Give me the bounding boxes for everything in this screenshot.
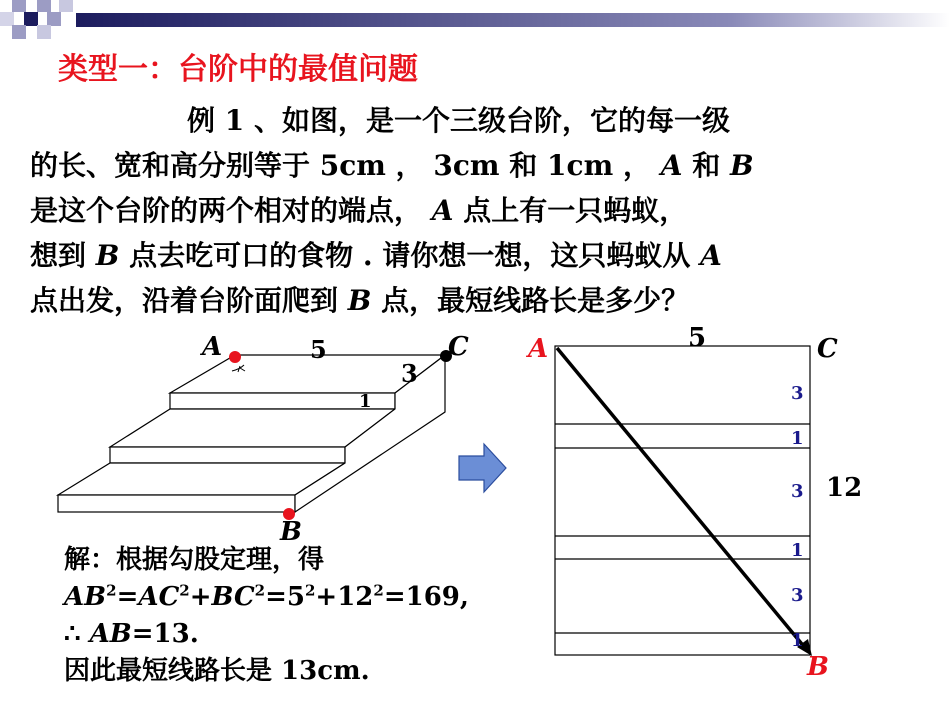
point-label-b: B bbox=[347, 284, 372, 317]
eq-part: = bbox=[116, 582, 139, 612]
deco-square bbox=[12, 25, 26, 39]
eq-ab: AB bbox=[64, 582, 107, 612]
solution-text bbox=[64, 542, 469, 690]
eq-part: =169, bbox=[383, 582, 469, 612]
stairs-label-b: B bbox=[280, 517, 302, 547]
point-label-a: A bbox=[660, 149, 683, 182]
problem-text-part: 例 1 、如图，是一个三级台阶，它的每一级 bbox=[187, 104, 730, 137]
stairs-height-label: 1 bbox=[359, 391, 372, 412]
segment-label: 1 bbox=[791, 540, 804, 561]
problem-text-part: 点上有一只蚂蚁， bbox=[453, 194, 688, 227]
eq-square: 2 bbox=[179, 581, 190, 600]
problem-line bbox=[30, 278, 930, 323]
stairs-diagram bbox=[58, 355, 445, 512]
slide-title: 类型一：台阶中的最值问题 bbox=[58, 52, 418, 87]
point-a-marker bbox=[229, 351, 241, 363]
eq-square: 2 bbox=[106, 581, 117, 600]
eq-square: 2 bbox=[304, 581, 316, 600]
eq-square: 2 bbox=[254, 581, 266, 600]
header-decoration bbox=[0, 0, 950, 40]
problem-text-part: 的长、宽和高分别等于 5cm ， 3cm 和 1cm ， bbox=[30, 149, 661, 182]
therefore-symbol: ∴ bbox=[64, 619, 90, 649]
problem-line bbox=[30, 188, 930, 233]
unfolded-height-label: 12 bbox=[826, 473, 863, 503]
deco-square bbox=[37, 25, 51, 39]
eq-ac: AC bbox=[138, 582, 180, 612]
problem-line bbox=[30, 233, 930, 278]
point-label-b: B bbox=[95, 239, 120, 272]
eq-part: =13. bbox=[131, 619, 199, 649]
right-arrow-icon bbox=[459, 444, 506, 492]
segment-label: 1 bbox=[791, 630, 804, 651]
segment-label: 3 bbox=[791, 383, 804, 404]
problem-text-part: 想到 bbox=[30, 239, 96, 272]
eq-square: 2 bbox=[373, 581, 384, 600]
segment-label: 3 bbox=[791, 481, 804, 502]
eq-ab: AB bbox=[89, 619, 132, 649]
solution-conclusion: 因此最短线路长是 13cm. bbox=[64, 656, 370, 686]
stair-riser bbox=[58, 495, 295, 512]
problem-text-part: 点去吃可口的食物 . 请你想一想，这只蚂蚁从 bbox=[119, 239, 701, 272]
eq-part: =5 bbox=[265, 582, 305, 612]
unfolded-label-b: B bbox=[807, 652, 829, 682]
eq-part: + bbox=[189, 582, 212, 612]
stairs-label-a: A bbox=[202, 332, 223, 362]
deco-square bbox=[12, 0, 26, 12]
solution-line: 解：根据勾股定理，得 bbox=[64, 545, 325, 575]
problem-text-part: 和 bbox=[682, 149, 730, 182]
stair-riser bbox=[110, 447, 345, 463]
problem-line bbox=[30, 98, 930, 143]
problem-text-part: 点，最短线路长是多少？ bbox=[371, 284, 690, 317]
problem-text-part: 是这个台阶的两个相对的端点， bbox=[30, 194, 432, 227]
point-label-b: B bbox=[729, 149, 754, 182]
point-label-a: A bbox=[431, 194, 454, 227]
solution-equation bbox=[64, 579, 469, 616]
problem-line bbox=[30, 143, 930, 188]
unfolded-width-label: 5 bbox=[688, 323, 707, 353]
problem-text bbox=[30, 98, 930, 323]
deco-square bbox=[59, 0, 73, 12]
deco-square bbox=[37, 0, 51, 12]
segment-label: 1 bbox=[791, 428, 804, 449]
stairs-length-label: 5 bbox=[310, 335, 327, 364]
header-bar bbox=[76, 13, 950, 27]
shortest-path-line bbox=[557, 348, 806, 649]
unfolded-label-c: C bbox=[817, 334, 838, 364]
deco-square bbox=[47, 12, 61, 26]
eq-bc: BC bbox=[211, 582, 255, 612]
point-label-a: A bbox=[700, 239, 722, 272]
eq-part: +12 bbox=[315, 582, 374, 612]
segment-label: 3 bbox=[791, 585, 804, 606]
deco-square bbox=[24, 12, 38, 26]
stairs-width-label: 3 bbox=[401, 359, 418, 388]
unfolded-label-a: A bbox=[528, 334, 549, 364]
stairs-label-c: C bbox=[448, 332, 469, 362]
problem-text-part: 点出发，沿着台阶面爬到 bbox=[30, 284, 348, 317]
solution-result bbox=[64, 616, 469, 653]
deco-square bbox=[0, 12, 14, 26]
